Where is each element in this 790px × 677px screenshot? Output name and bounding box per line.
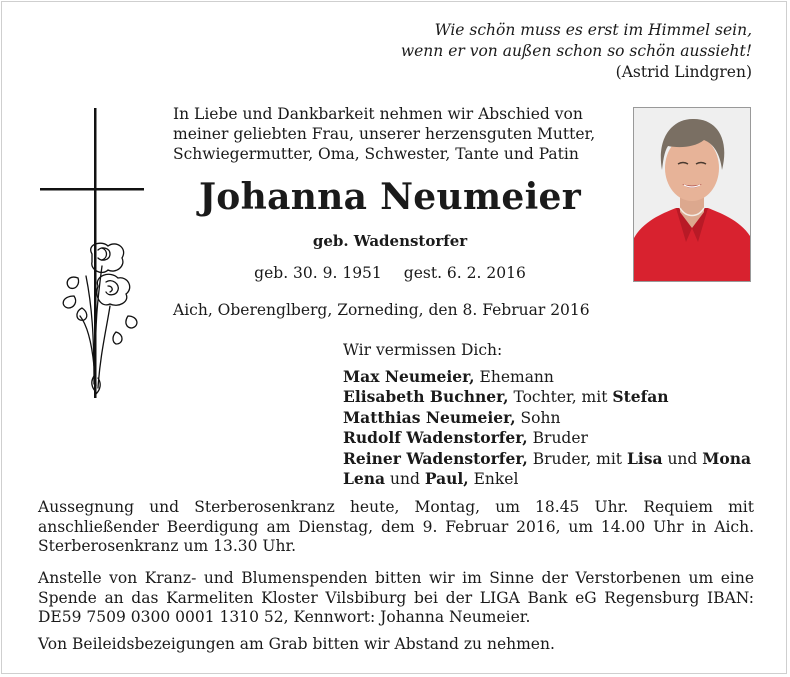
list-item xyxy=(343,469,773,490)
donation-notice: Anstelle von Kranz- und Blumenspenden bitten wir im Sinne der Verstorbenen um eine Spende an das Karmeliten Kloster Vilsbiburg bei der LIGA Bank eG Regensburg IBAN: DE59 7509 0300 0001 1310 52, Kennwort: Johanna Neumeier. xyxy=(38,569,754,626)
mourner-relation: Ehemann xyxy=(474,367,554,386)
list-item xyxy=(343,428,773,449)
life-dates xyxy=(160,264,620,282)
mourner-name: Matthias Neumeier, xyxy=(343,407,516,427)
mourner-partner: Stefan xyxy=(612,387,669,406)
intro-line-1: In Liebe und Dankbarkeit nehmen wir Abschied von xyxy=(173,105,583,123)
quote-author: (Astrid Lindgren) xyxy=(615,63,752,81)
mourner-relation: Tochter, mit xyxy=(508,388,613,406)
mourner-relation: Sohn xyxy=(515,408,561,427)
mourner-name: Max Neumeier, xyxy=(343,366,475,386)
mourner-name: Paul, xyxy=(424,469,469,488)
mourner-name: Lena xyxy=(343,469,386,488)
list-item xyxy=(343,387,773,408)
place-and-date: Aich, Oberenglberg, Zorneding, den 8. Februar 2016 xyxy=(173,301,590,319)
roses-icon xyxy=(58,236,138,396)
mourners-list xyxy=(343,341,773,490)
mourner-child: Mona xyxy=(702,448,752,468)
mourner-relation: Enkel xyxy=(468,470,519,488)
intro-text xyxy=(173,104,633,164)
maiden-name: geb. Wadenstorfer xyxy=(312,232,468,250)
mourner-name: Elisabeth Buchner, xyxy=(343,387,509,406)
list-item xyxy=(343,449,773,470)
intro-line-3: Schwiegermutter, Oma, Schwester, Tante und Patin xyxy=(173,145,579,163)
mourner-relation: Bruder, mit xyxy=(527,449,627,468)
mourner-name: Reiner Wadenstorfer, xyxy=(343,448,528,468)
list-item xyxy=(343,367,773,388)
mourner-child: Lisa xyxy=(626,448,663,468)
mourners-heading: Wir vermissen Dich: xyxy=(343,341,503,359)
conjunction: und xyxy=(385,470,425,488)
funeral-notice: Aussegnung und Sterberosenkranz heute, Montag, um 18.45 Uhr. Requiem mit anschließender Beerdigung am Dienstag, dem 9. Februar 2016, um 14.00 Uhr in Aich. Sterberosenkranz um 13.30 Uhr. xyxy=(38,498,754,555)
epigraph-quote xyxy=(332,20,752,83)
quote-line-2: wenn er von außen schon so schön aussieht! xyxy=(400,42,752,60)
conjunction: und xyxy=(662,449,703,468)
deceased-name: Johanna Neumeier xyxy=(198,176,582,218)
intro-line-2: meiner geliebten Frau, unserer herzensguten Mutter, xyxy=(173,125,596,143)
mourner-relation: Bruder xyxy=(527,429,588,447)
mourner-name: Rudolf Wadenstorfer, xyxy=(343,428,528,447)
death-date: gest. 6. 2. 2016 xyxy=(403,264,526,282)
list-item xyxy=(343,408,773,429)
portrait-photo xyxy=(633,107,751,282)
condolence-notice: Von Beileidsbezeigungen am Grab bitten wir Abstand zu nehmen. xyxy=(38,635,555,653)
quote-line-1: Wie schön muss es erst im Himmel sein, xyxy=(434,21,752,39)
birth-date: geb. 30. 9. 1951 xyxy=(254,264,382,282)
